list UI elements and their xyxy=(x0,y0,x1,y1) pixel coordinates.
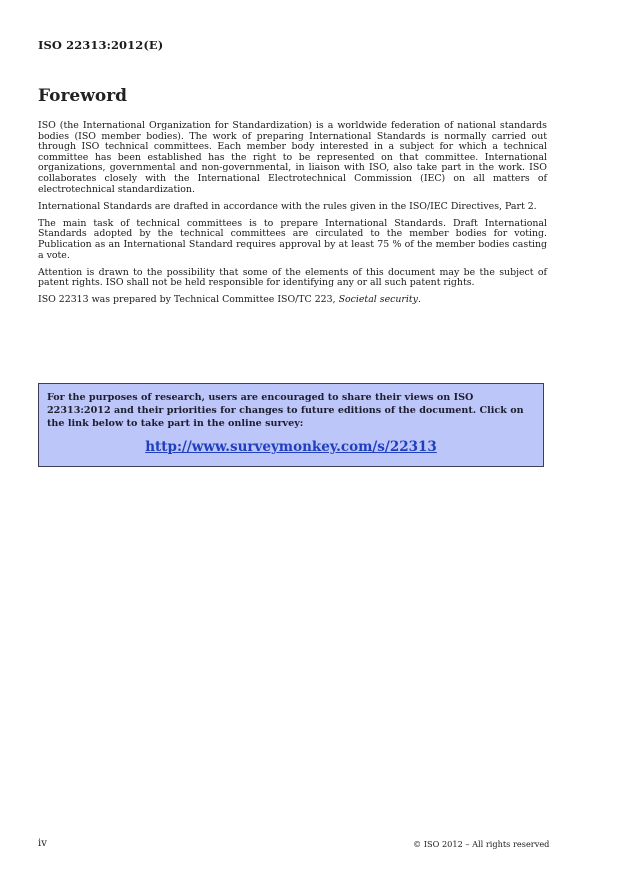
document-id-header: ISO 22313:2012(E) xyxy=(38,38,164,52)
committee-title: Societal security xyxy=(338,294,418,306)
foreword-body xyxy=(38,121,547,312)
prepared-by-suffix: . xyxy=(417,294,421,306)
paragraph-technical-committees: The main task of technical committees is to prepare International Standards. Draft International Standards adopted by the technical committees are circulated to the member bodies for voting. Publication as an International Standard requires approval by at least 75 % of the member bodies casting a vote. xyxy=(38,217,547,261)
survey-link[interactable]: http://www.surveymonkey.com/s/22313 xyxy=(145,438,437,455)
paragraph-drafting-rules: International Standards are drafted in accordance with the rules given in the ISO/IEC Directives, Part 2. xyxy=(38,200,537,212)
page-title: Foreword xyxy=(38,86,128,106)
prepared-by-text: ISO 22313 was prepared by Technical Committee ISO/TC 223, xyxy=(38,294,339,306)
survey-callout-box xyxy=(38,383,544,467)
survey-text: For the purposes of research, users are encouraged to share their views on ISO 22313:2012 and their priorities for changes to future editions of the document. Click on the link below to take part in the online survey: xyxy=(47,392,524,430)
paragraph-prepared-by xyxy=(38,295,547,306)
paragraph-patent-rights: Attention is drawn to the possibility that some of the elements of this document may be the subject of patent rights. ISO shall not be held responsible for identifying any or all such patent rights. xyxy=(38,266,547,289)
paragraph-iso-overview: ISO (the International Organization for Standardization) is a worldwide federation of national standards bodies (ISO member bodies). The work of preparing International Standards is normally carried out through ISO technical committees. Each member body interested in a subject for which a technical committee has been established has the right to be represented on that committee. International organizations, governmental and non-governmental, in liaison with ISO, also take part in the work. ISO collaborates closely with the International Electrotechnical Commission (IEC) on all matters of electrotechnical standardization. xyxy=(38,120,547,195)
page-number: iv xyxy=(38,838,47,849)
copyright-notice: © ISO 2012 – All rights reserved xyxy=(413,839,550,849)
